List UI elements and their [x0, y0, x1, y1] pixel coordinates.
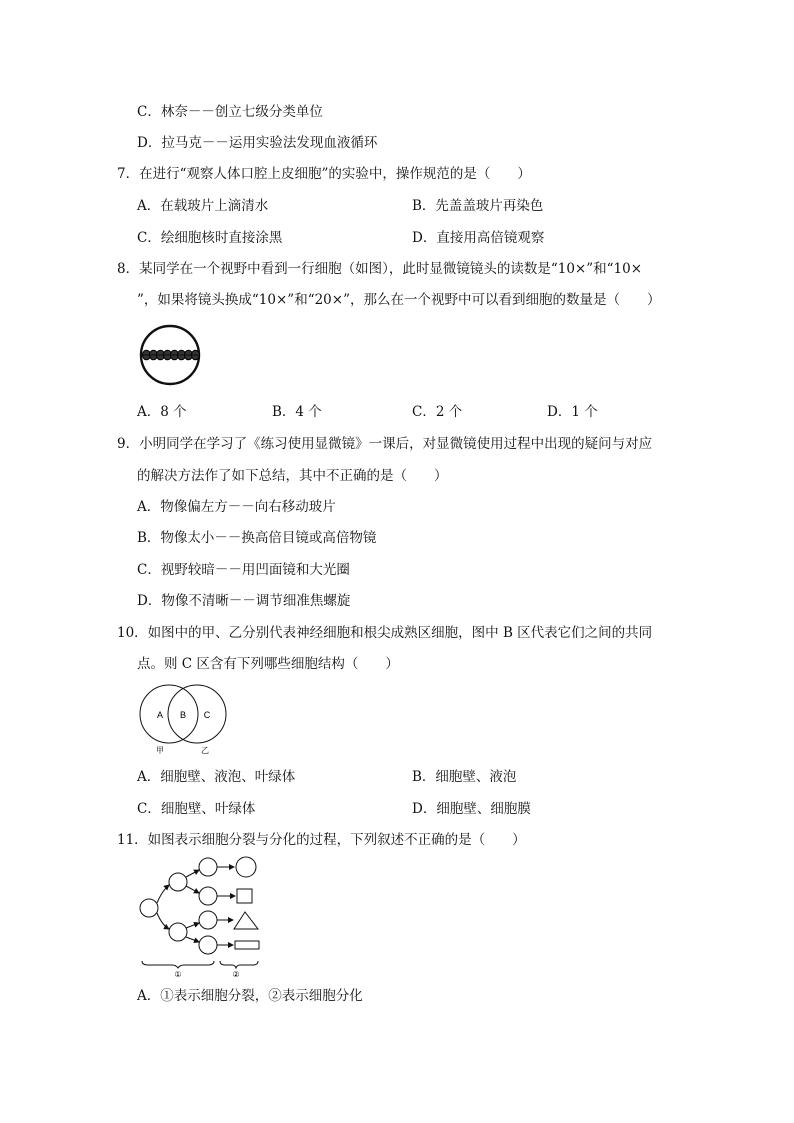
q10-option-a: A．细胞壁、液泡、叶绿体 — [137, 769, 296, 785]
cell-division-differentiation-figure — [138, 855, 264, 979]
cell-4 — [199, 936, 217, 954]
q10-option-d: D．细胞壁、细胞膜 — [412, 801, 531, 817]
venn-label-a: A — [156, 710, 164, 720]
q10-stem-line1: 10．如图中的甲、乙分别代表神经细胞和根尖成熟区细胞，图中 B 区代表它们之间的共同 — [117, 625, 653, 641]
q7-option-d: D．直接用高倍镜观察 — [412, 230, 545, 246]
q9-option-b: B．物像太小－－换高倍目镜或高倍物镜 — [137, 530, 377, 546]
q8-option-c: C．2 个 — [412, 404, 463, 420]
q9-option-d: D．物像不清晰－－调节细准焦螺旋 — [137, 593, 351, 609]
venn-circle-left — [140, 685, 198, 743]
q6-option-d: D．拉马克－－运用实验法发现血液循环 — [137, 135, 378, 151]
q9-option-c: C．视野较暗－－用凹面镜和大光圈 — [137, 562, 350, 578]
daughter-cell-lower — [169, 923, 187, 941]
venn-label-c: C — [203, 710, 211, 720]
brace-label-2: ② — [232, 970, 240, 979]
q10-stem-line2: 点。则 C 区含有下列哪些细胞结构（ ） — [137, 656, 399, 672]
q7-option-b: B．先盖盖玻片再染色 — [412, 198, 544, 214]
q7-option-c: C．绘细胞核时直接涂黑 — [137, 230, 283, 246]
q10-option-b: B．细胞壁、液泡 — [412, 769, 517, 785]
differentiated-round-cell — [236, 857, 256, 877]
brace-differentiation — [220, 961, 258, 968]
daughter-cell-upper — [169, 873, 187, 891]
differentiated-rectangle-cell — [235, 941, 259, 949]
venn-label-left: 甲 — [156, 746, 164, 755]
q9-option-a: A．物像偏左方－－向右移动玻片 — [137, 499, 336, 515]
venn-diagram — [138, 683, 230, 755]
q9-stem-line2: 的解决方法作了如下总结，其中不正确的是（ ） — [137, 468, 448, 484]
q8-option-a: A．8 个 — [137, 404, 187, 420]
differentiated-square-cell — [237, 889, 252, 903]
q10-option-c: C．细胞壁、叶绿体 — [137, 801, 256, 817]
venn-label-b: B — [179, 710, 187, 720]
cell-1 — [199, 858, 217, 876]
q6-option-c: C．林奈－－创立七级分类单位 — [137, 104, 323, 120]
q8-option-b: B．4 个 — [272, 404, 322, 420]
brace-label-1: ① — [174, 970, 182, 979]
q7-stem: 7．在进行“观察人体口腔上皮细胞”的实验中，操作规范的是（ ） — [117, 166, 531, 182]
brace-division — [142, 961, 214, 968]
q11-stem: 11．如图表示细胞分裂与分化的过程，下列叙述不正确的是（ ） — [117, 832, 526, 848]
q8-stem-line2: ”，如果将镜头换成“10×”和“20×”，那么在一个视野中可以看到细胞的数量是（ ） — [137, 292, 661, 308]
cell-3 — [199, 911, 217, 929]
differentiated-triangle-cell — [234, 912, 258, 929]
q9-stem-line1: 9．小明同学在学习了《练习使用显微镜》一课后，对显微镜使用过程中出现的疑问与对应 — [117, 436, 653, 452]
parent-cell — [140, 899, 158, 917]
microscope-field-figure — [139, 323, 203, 387]
q11-option-a: A．①表示细胞分裂，②表示细胞分化 — [137, 988, 363, 1004]
venn-circle-right — [168, 685, 226, 743]
q8-stem-line1: 8．某同学在一个视野中看到一行细胞（如图），此时显微镜镜头的读数是“10×”和“10× — [117, 261, 643, 277]
q7-option-a: A．在载玻片上滴清水 — [137, 198, 269, 214]
q8-option-d: D．1 个 — [547, 404, 598, 420]
cell-2 — [199, 887, 217, 905]
venn-label-right: 乙 — [201, 746, 209, 755]
